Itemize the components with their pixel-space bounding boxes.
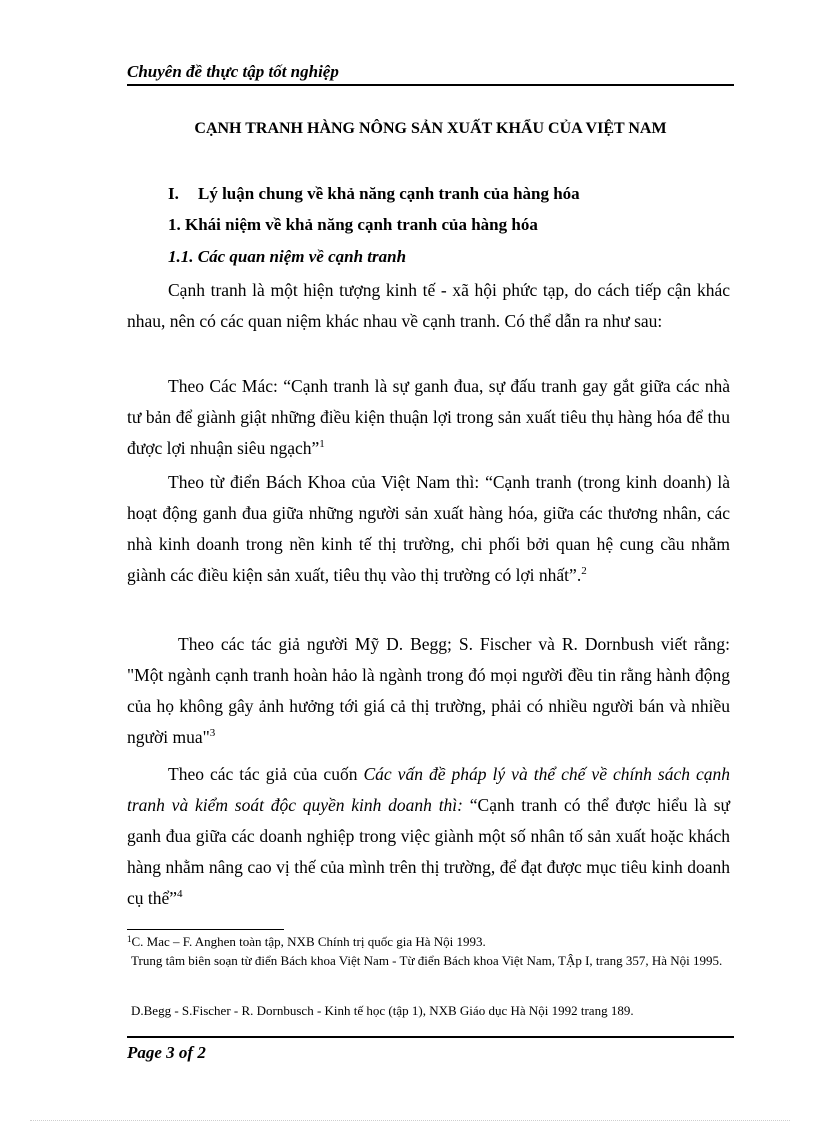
subsubsection-heading: 1.1. Các quan niệm về cạnh tranh [168,247,407,266]
footnote-3: D.Begg - S.Fischer - R. Dornbusch - Kinh tế học (tập 1), NXB Giáo dục Hà Nội 1992 trang 189. [131,1003,634,1018]
header-rule [127,84,734,86]
footnote-1-text: C. Mac – F. Anghen toàn tập, NXB Chính trị quốc gia Hà Nội 1993. [131,934,486,949]
section-title: Lý luận chung về khả năng cạnh tranh của hàng hóa [198,184,580,203]
page-header: Chuyên đề thực tập tốt nghiệp [127,62,339,81]
paragraph-5-rest: “Cạnh tranh có thể được hiểu là sự ganh đua giữa các doanh nghiệp trong việc giành một số nhân tố sản xuất hoặc khách hàng nhằm nâng cao vị thế của mình trên thị trường, để đạt được mục tiêu kinh doanh cụ thể” [127,795,730,908]
section-heading [168,184,580,204]
paragraph-3 [127,467,730,591]
paragraph-2 [127,371,730,464]
footnote-ref-2: 2 [581,565,587,577]
footnote-ref-4: 4 [177,888,183,900]
page-footer: Page 3 of 2 [127,1043,206,1062]
paragraph-1 [127,275,730,337]
paragraph-5-book-title: Các vấn đề pháp lý và thể chế về chính sách cạnh tranh và kiểm soát độc quyền kinh doanh thì: [127,764,730,815]
paragraph-2-text: Theo Các Mác: “Cạnh tranh là sự ganh đua, sự đấu tranh gay gắt giữa các nhà tư bản để giành giật những điều kiện thuận lợi trong sản xuất tiêu thụ hàng hóa để thu được lợi nhuận siêu ngạch” [127,376,730,458]
paragraph-5-lead: Theo các tác giả của cuốn [168,764,364,784]
footnote-ref-3: 3 [209,727,216,739]
footnote-separator [127,929,284,930]
document-title: CẠNH TRANH HÀNG NÔNG SẢN XUẤT KHẨU CỦA VIỆT NAM [194,120,667,137]
footer-rule [127,1036,734,1038]
page-edge [30,1120,790,1121]
paragraph-4 [127,629,730,753]
footnote-ref-1: 1 [319,438,325,450]
paragraph-5 [127,759,730,914]
subsection-heading: 1. Khái niệm về khả năng cạnh tranh của hàng hóa [168,215,538,234]
paragraph-4-text: Theo các tác giả người Mỹ D. Begg; S. Fischer và R. Dornbush viết rằng: "Một ngành cạnh tranh hoàn hảo là ngành trong đó mọi người đều tin rằng hành động của họ không gây ảnh hưởng tới giá cả thị trường, phải có nhiều người bán và nhiều người mua" [127,634,730,747]
section-number: I. [168,184,179,203]
paragraph-1-text: Cạnh tranh là một hiện tượng kinh tế - xã hội phức tạp, do cách tiếp cận khác nhau, nên có các quan niệm khác nhau về cạnh tranh. Có thể dẫn ra như sau: [127,280,730,331]
paragraph-3-text: Theo từ điển Bách Khoa của Việt Nam thì: “Cạnh tranh (trong kinh doanh) là hoạt động ganh đua giữa những người sản xuất hàng hóa, giữa các thương nhân, các nhà kinh doanh trong nền kinh tế thị trường, chi phối bởi quan hệ cung cầu nhằm giành các điều kiện sản xuất, tiêu thụ vào thị trường có lợi nhất”. [127,472,730,585]
footnote-2: Trung tâm biên soạn từ điển Bách khoa Việt Nam - Từ điển Bách khoa Việt Nam, TẬp I, trang 357, Hà Nội 1995. [131,953,723,968]
footnote-1-mark: 1 [127,934,132,944]
